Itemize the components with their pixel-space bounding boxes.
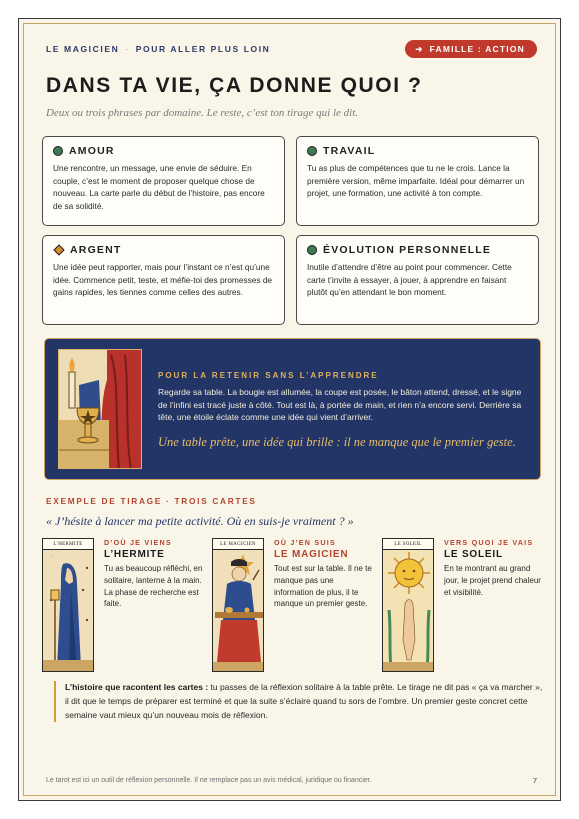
reading-story [54,681,544,722]
tarot-card-name: LE MAGICIEN [213,539,263,550]
tarot-card-magician [212,538,264,672]
magician-illustration [213,550,264,672]
breadcrumb-card: LE MAGICIEN [46,44,120,54]
position-card-name: LE MAGICIEN [274,549,349,560]
domain-card-work [296,136,539,226]
magician-card-detail-illustration [58,349,142,469]
position-label: D’OÙ JE VIENS [104,538,172,547]
page-frame [23,23,556,796]
position-label: OÙ J’EN SUIS [274,538,336,547]
domain-text: Inutile d’attendre d’être au point pour commencer. Cette carte t’invite à essayer, à jouer, à apprendre en faisant plutôt qu’en attendant le bon moment. [307,262,512,298]
domain-title: AMOUR [69,145,115,157]
tarot-card-sun [382,538,434,672]
family-badge-label: FAMILLE : ACTION [429,44,525,54]
position-card-name: LE SOLEIL [444,549,503,560]
green-dot-icon [53,146,63,156]
domain-card-growth [296,235,539,325]
memory-tip-quote: Une table prête, une idée qui brille : il ne manque que le premier geste. [158,435,516,449]
tarot-card-name: L’HERMITE [43,539,93,550]
green-dot-icon [307,146,317,156]
memory-tip-text: Regarde sa table. La bougie est allumée, la coupe est posée, le bâton attend, dressé, et le signe de l’infini est tracé juste à côté. Tout est là, à portée de main, et rien n’a encore servi. Derrière sa tête, une étoile éclate comme une idée qui vient d’arriver. [158,387,522,423]
position-card-2 [274,538,374,610]
page-number: 7 [532,776,537,785]
sun-illustration [383,550,434,672]
breadcrumb-section: POUR ALLER PLUS LOIN [135,44,271,54]
position-text: Tout est sur la table. Il ne te manque pas une information de plus, il te manque un premier geste. [274,564,372,609]
position-card-name: L’HERMITE [104,549,165,560]
domain-title: TRAVAIL [323,145,376,157]
page-title: DANS TA VIE, ÇA DONNE QUOI ? [46,74,423,97]
domain-card-money [42,235,285,325]
tarot-card-hermit [42,538,94,672]
position-card-1 [104,538,204,610]
green-dot-icon [307,245,317,255]
page-subtitle: Deux ou trois phrases par domaine. Le reste, c’est ton tirage qui le dit. [46,107,359,119]
breadcrumb [46,44,270,54]
position-label: VERS QUOI JE VAIS [444,538,534,547]
page [18,18,561,801]
orange-diamond-icon [53,244,64,255]
domain-text: Une idée peut rapporter, mais pour l’instant ce n’est qu’une idée. Commence petit, teste, et méfie-toi des promesses de gains rapides, les tiennes comme celles des autres. [53,262,273,298]
position-card-3 [444,538,544,598]
breadcrumb-separator: · [125,44,130,54]
example-question: « J’hésite à lancer ma petite activité. Où en suis-je vraiment ? » [46,514,354,528]
reading-story-text: tu passes de la réflexion solitaire à la table prête. Le tirage ne dit pas « ça va marcher », il dit que le temps de préparer est terminé et que la suite s’éclaire quand tu sors de l’ombre. Un premier geste concret cette semaine vaut mieux qu’un nouveau mois de réflexion. [65,682,543,720]
domain-card-love [42,136,285,226]
domain-text: Tu as plus de compétences que tu ne le crois. Lance la première version, même imparfaite. Idéal pour démarrer un projet, une formation, une activité à ton compte. [307,163,525,199]
position-text: Tu as beaucoup réfléchi, en solitaire, lanterne à la main. La phase de recherche est faite. [104,564,203,609]
example-label: EXEMPLE DE TIRAGE · TROIS CARTES [46,496,257,506]
hermit-illustration [43,550,94,672]
family-badge [405,40,537,58]
reading-story-label: L’histoire que racontent les cartes : [65,682,209,692]
footer-disclaimer: Le tarot est ici un outil de réflexion personnelle. Il ne remplace pas un avis médical, juridique ou financier. [46,777,372,784]
domain-title: ARGENT [70,244,122,256]
memory-tip-label: POUR LA RETENIR SANS L’APPRENDRE [158,371,379,380]
domain-text: Une rencontre, un message, une envie de séduire. En couple, c’est le moment de proposer quelque chose de nouveau. La carte parle du début de l’histoire, pas encore de sa solidité. [53,163,265,211]
arrow-right-icon: ➜ [415,44,424,54]
memory-tip-box [44,338,541,480]
position-text: En te montrant au grand jour, le projet prend chaleur et visibilité. [444,564,541,597]
tarot-card-name: LE SOLEIL [383,539,433,550]
domain-title: ÉVOLUTION PERSONNELLE [323,244,492,256]
